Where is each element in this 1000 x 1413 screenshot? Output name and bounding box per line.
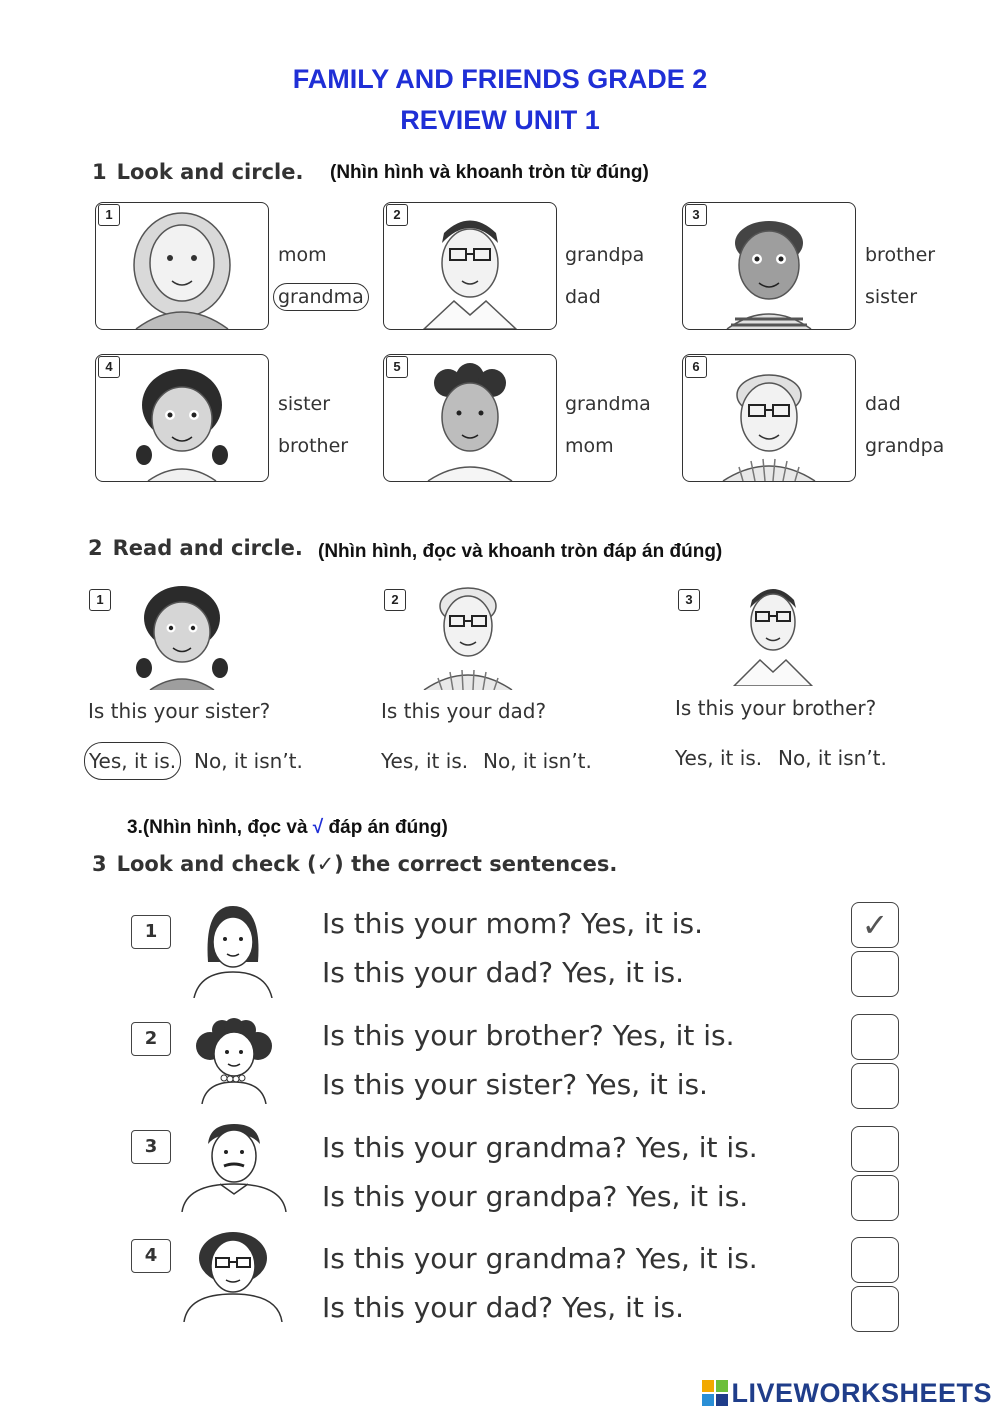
s1-option-4b[interactable]: brother bbox=[278, 435, 349, 457]
grandpa-portrait-icon bbox=[418, 580, 518, 690]
sister-sketch-icon bbox=[188, 1018, 280, 1104]
s3-number-1: 1 bbox=[131, 915, 171, 949]
page-title: FAMILY AND FRIENDS GRADE 2 bbox=[292, 64, 708, 94]
s1-option-2b[interactable]: dad bbox=[565, 286, 601, 308]
s3-sentence-4b: Is this your dad? Yes, it is. bbox=[322, 1291, 684, 1324]
s3-number-3: 3 bbox=[131, 1130, 171, 1164]
s3-number-4: 4 bbox=[131, 1239, 171, 1273]
section2-instructions: (Nhìn hình, đọc và khoanh tròn đáp án đúng) bbox=[318, 541, 723, 562]
section1-heading bbox=[92, 160, 303, 184]
liveworksheets-logo bbox=[702, 1378, 992, 1409]
s2-no-2[interactable]: No, it isn’t. bbox=[483, 749, 592, 773]
s2-number-1: 1 bbox=[89, 589, 111, 611]
dad-portrait-icon bbox=[384, 203, 556, 329]
section2-number: 2 bbox=[88, 536, 103, 560]
s3-sentence-3a: Is this your grandma? Yes, it is. bbox=[322, 1131, 758, 1164]
s1-option-1b[interactable]: grandma bbox=[273, 283, 369, 311]
s3-checkbox-2a[interactable] bbox=[851, 1014, 899, 1060]
grandma-portrait-icon bbox=[96, 203, 268, 329]
s3-checkbox-3a[interactable] bbox=[851, 1126, 899, 1172]
s2-no-3[interactable]: No, it isn’t. bbox=[778, 746, 887, 770]
s3-sentence-3b: Is this your grandpa? Yes, it is. bbox=[322, 1180, 749, 1213]
page-subtitle: REVIEW UNIT 1 bbox=[400, 105, 600, 135]
s3-checkbox-1a[interactable] bbox=[851, 902, 899, 948]
s1-option-4a[interactable]: sister bbox=[278, 393, 331, 415]
s3-sentence-1b: Is this your dad? Yes, it is. bbox=[322, 956, 684, 989]
s2-number-2: 2 bbox=[384, 589, 406, 611]
s2-yes-1[interactable]: Yes, it is. bbox=[84, 742, 181, 780]
s1-picture-5 bbox=[383, 354, 557, 482]
section1-instructions: (Nhìn hình và khoanh tròn từ đúng) bbox=[330, 162, 649, 183]
s3-checkbox-1b[interactable] bbox=[851, 951, 899, 997]
mom-portrait-icon bbox=[384, 355, 556, 481]
s1-number-6: 6 bbox=[685, 356, 707, 378]
s1-option-6a[interactable]: dad bbox=[865, 393, 901, 415]
s1-number-3: 3 bbox=[685, 204, 707, 226]
s3-checkbox-4b[interactable] bbox=[851, 1286, 899, 1332]
section1-title: Look and circle. bbox=[116, 160, 304, 184]
section3-title: Look and check (✓) the correct sentences. bbox=[116, 852, 618, 876]
s3-sentence-2a: Is this your brother? Yes, it is. bbox=[322, 1019, 735, 1052]
check-mark-icon: ✓ bbox=[861, 906, 889, 944]
s1-option-3b[interactable]: sister bbox=[865, 286, 918, 308]
footer-brand: LIVEWORKSHEETS bbox=[731, 1378, 992, 1408]
s1-picture-4 bbox=[95, 354, 269, 482]
s2-question-1: Is this your sister? bbox=[88, 699, 271, 723]
s1-number-2: 2 bbox=[386, 204, 408, 226]
s3-sentence-2b: Is this your sister? Yes, it is. bbox=[322, 1068, 708, 1101]
s3-sentence-4a: Is this your grandma? Yes, it is. bbox=[322, 1242, 758, 1275]
s2-number-3: 3 bbox=[678, 589, 700, 611]
section3-note-suffix: đáp án đúng) bbox=[328, 817, 448, 838]
s1-option-5b[interactable]: mom bbox=[565, 435, 614, 457]
s1-picture-1 bbox=[95, 202, 269, 330]
s3-checkbox-4a[interactable] bbox=[851, 1237, 899, 1283]
grandpa-portrait-icon bbox=[683, 355, 855, 481]
grandma-sketch-icon bbox=[180, 1228, 286, 1322]
s2-question-2: Is this your dad? bbox=[381, 699, 547, 723]
s2-yes-3[interactable]: Yes, it is. bbox=[675, 746, 763, 770]
s1-option-2a[interactable]: grandpa bbox=[565, 244, 645, 266]
s1-option-6b[interactable]: grandpa bbox=[865, 435, 945, 457]
grandpa-sketch-icon bbox=[180, 1120, 288, 1212]
s3-checkbox-2b[interactable] bbox=[851, 1063, 899, 1109]
s1-number-1: 1 bbox=[98, 204, 120, 226]
section3-note-prefix: 3.(Nhìn hình, đọc và bbox=[127, 817, 308, 838]
s1-option-1a[interactable]: mom bbox=[278, 244, 327, 266]
s2-yes-2[interactable]: Yes, it is. bbox=[381, 749, 469, 773]
dad-portrait-icon bbox=[728, 582, 818, 686]
s1-picture-6 bbox=[682, 354, 856, 482]
s2-question-3: Is this your brother? bbox=[675, 696, 877, 720]
s1-picture-2 bbox=[383, 202, 557, 330]
s3-sentence-1a: Is this your mom? Yes, it is. bbox=[322, 907, 703, 940]
s1-number-5: 5 bbox=[386, 356, 408, 378]
s1-option-3a[interactable]: brother bbox=[865, 244, 936, 266]
s1-number-4: 4 bbox=[98, 356, 120, 378]
s3-number-2: 2 bbox=[131, 1022, 171, 1056]
section1-number: 1 bbox=[92, 160, 107, 184]
section3-note bbox=[127, 817, 448, 839]
sister-portrait-icon bbox=[96, 355, 268, 481]
section3-number: 3 bbox=[92, 852, 107, 876]
s1-option-5a[interactable]: grandma bbox=[565, 393, 651, 415]
logo-grid-icon bbox=[702, 1380, 728, 1406]
s2-no-1[interactable]: No, it isn’t. bbox=[194, 749, 303, 773]
girl-portrait-icon bbox=[130, 582, 234, 690]
section2-title: Read and circle. bbox=[112, 536, 303, 560]
brother-portrait-icon bbox=[683, 203, 855, 329]
s3-checkbox-3b[interactable] bbox=[851, 1175, 899, 1221]
section2-heading bbox=[88, 536, 303, 560]
section3-heading bbox=[92, 852, 617, 876]
mom-sketch-icon bbox=[190, 902, 276, 998]
s1-picture-3 bbox=[682, 202, 856, 330]
check-mark-icon: √ bbox=[312, 817, 324, 838]
